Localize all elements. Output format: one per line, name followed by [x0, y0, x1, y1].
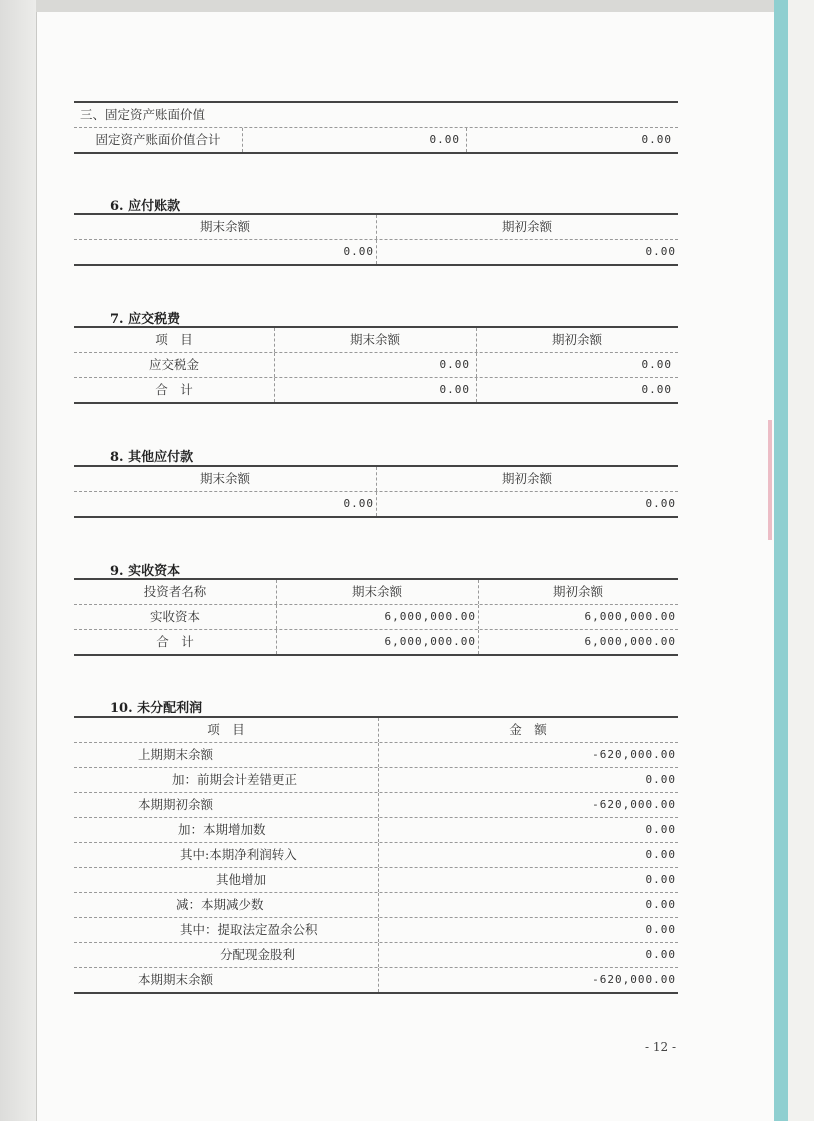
taxes-h-opening: 期初余额: [551, 332, 602, 347]
taxes-closing: 0.00: [439, 358, 470, 371]
payables-table: [74, 213, 678, 266]
profit-h-amount: 金 额: [509, 722, 547, 737]
profit-item: 本期期末余额: [138, 972, 214, 987]
paid-in-capital-header-row: [74, 580, 678, 605]
capital-opening: 6,000,000.00: [584, 610, 676, 623]
other-payables-value-row: [74, 492, 678, 516]
profit-item: 其他增加: [216, 872, 267, 887]
table-row: [74, 893, 678, 918]
other-payables-opening: 0.00: [645, 497, 676, 510]
fixed-assets-closing: 0.00: [429, 133, 460, 146]
table-row: [74, 943, 678, 968]
table-row: [74, 843, 678, 868]
capital-closing: 6,000,000.00: [384, 635, 476, 648]
profit-item: 其中：提取法定盈余公积: [180, 922, 318, 937]
payables-title: 6. 应付账款: [110, 199, 181, 214]
capital-name: 合 计: [156, 634, 194, 649]
taxes-closing: 0.00: [439, 383, 470, 396]
capital-closing: 6,000,000.00: [384, 610, 476, 623]
fixed-assets-row-label: 固定资产账面价值合计: [95, 132, 221, 147]
profit-item: 本期期初余额: [138, 797, 214, 812]
taxes-item: 合 计: [155, 382, 193, 397]
payables-h-closing: 期末余额: [199, 219, 250, 234]
profit-item: 分配现金股利: [220, 947, 296, 962]
taxes-h-item: 项 目: [155, 332, 193, 347]
taxes-header-row: [74, 328, 678, 353]
taxes-title: 7. 应交税费: [110, 312, 181, 327]
profit-item: 上期期末余额: [138, 747, 214, 762]
table-row: [74, 378, 678, 402]
payables-closing: 0.00: [343, 245, 374, 258]
other-payables-title: 8. 其他应付款: [110, 450, 194, 465]
taxes-opening: 0.00: [641, 383, 672, 396]
scan-left-shadow: [0, 0, 36, 1121]
other-payables-h-closing: 期末余额: [199, 471, 250, 486]
profit-amount: 0.00: [645, 948, 676, 961]
other-payables-header-row: [74, 467, 678, 492]
binding-edge: [774, 0, 788, 1121]
undistributed-profit-table: [74, 716, 678, 994]
table-row: [74, 768, 678, 793]
page-number: - 12 -: [645, 1040, 677, 1054]
table-row: [74, 605, 678, 630]
profit-amount: -620,000.00: [592, 973, 676, 986]
table-row: [74, 868, 678, 893]
capital-opening: 6,000,000.00: [584, 635, 676, 648]
fixed-assets-heading-row: [74, 103, 678, 128]
profit-item: 加：前期会计差错更正: [172, 772, 298, 787]
profit-amount: 0.00: [645, 823, 676, 836]
taxes-opening: 0.00: [641, 358, 672, 371]
capital-h-opening: 期初余额: [552, 584, 603, 599]
undistributed-profit-title: 10. 未分配利润: [110, 701, 203, 716]
fixed-assets-table: [74, 101, 678, 154]
table-row: [74, 918, 678, 943]
table-row: [74, 793, 678, 818]
taxes-h-closing: 期末余额: [349, 332, 400, 347]
taxes-table: [74, 326, 678, 404]
payables-opening: 0.00: [645, 245, 676, 258]
table-row: [74, 630, 678, 654]
profit-amount: 0.00: [645, 898, 676, 911]
capital-h-closing: 期末余额: [351, 584, 402, 599]
fixed-assets-total-row: [74, 128, 678, 152]
other-payables-h-opening: 期初余额: [501, 471, 552, 486]
profit-item: 减：本期减少数: [176, 897, 264, 912]
profit-amount: -620,000.00: [592, 798, 676, 811]
table-row: [74, 353, 678, 378]
payables-value-row: [74, 240, 678, 264]
profit-amount: 0.00: [645, 873, 676, 886]
paid-in-capital-title: 9. 实收资本: [110, 564, 181, 579]
table-row: [74, 818, 678, 843]
profit-amount: -620,000.00: [592, 748, 676, 761]
profit-amount: 0.00: [645, 848, 676, 861]
profit-h-item: 项 目: [207, 722, 245, 737]
capital-h-investor: 投资者名称: [143, 584, 207, 599]
payables-h-opening: 期初余额: [501, 219, 552, 234]
profit-amount: 0.00: [645, 923, 676, 936]
fixed-assets-heading: 三、固定资产账面价值: [80, 107, 206, 122]
seal-stamp-mark: [768, 420, 772, 540]
taxes-item: 应交税金: [148, 357, 199, 372]
paid-in-capital-table: [74, 578, 678, 656]
scan-right-margin: [788, 0, 814, 1121]
fixed-assets-opening: 0.00: [641, 133, 672, 146]
profit-header-row: [74, 718, 678, 743]
capital-name: 实收资本: [149, 609, 200, 624]
other-payables-closing: 0.00: [343, 497, 374, 510]
table-row: [74, 968, 678, 992]
payables-header-row: [74, 215, 678, 240]
profit-item: 加：本期增加数: [178, 822, 266, 837]
profit-amount: 0.00: [645, 773, 676, 786]
other-payables-table: [74, 465, 678, 518]
profit-item: 其中:本期净利润转入: [180, 847, 297, 862]
table-row: [74, 743, 678, 768]
